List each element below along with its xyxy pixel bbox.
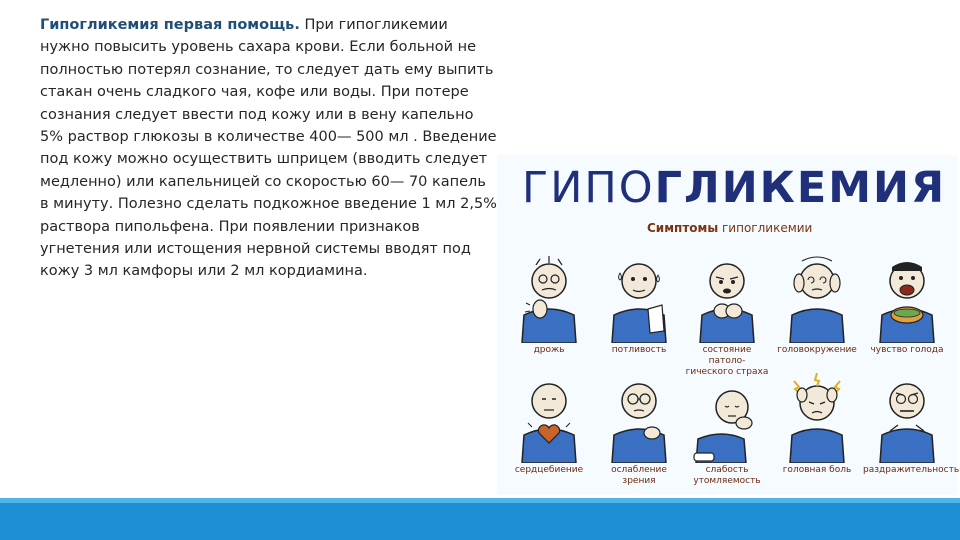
footer-bar (0, 498, 960, 540)
slide-paragraph (40, 14, 498, 283)
subtitle-rest: гипогликемии (718, 221, 813, 235)
figure-dizziness-icon (782, 253, 852, 343)
footer-bar-highlight (0, 498, 960, 503)
symptom-label: состояние патоло- гического страха (685, 345, 769, 377)
figure-tremor-icon (514, 253, 584, 343)
figure-sweating-icon (604, 253, 674, 343)
figure-hunger-icon (872, 253, 942, 343)
illustration-title-part1: ГИПО (522, 163, 655, 213)
symptom-label: раздражительность (863, 465, 960, 475)
symptom-fear (683, 253, 771, 378)
symptom-label: чувство голода (870, 345, 944, 355)
symptom-weakness-fatigue (683, 373, 771, 487)
symptom-label: слабость утомляемость (693, 465, 761, 486)
figure-palpitations-icon (514, 373, 584, 463)
symptom-dizziness (773, 253, 861, 356)
symptom-label: головокружение (777, 345, 857, 355)
symptom-label: ослабление зрения (611, 465, 667, 486)
paragraph-lead: Гипогликемия первая помощь. (40, 17, 300, 33)
symptom-hunger (863, 253, 951, 356)
figure-irritability-icon (872, 373, 942, 463)
subtitle-bold: Симптомы (647, 221, 719, 235)
symptom-sweating (595, 253, 683, 356)
symptom-label: потливость (611, 345, 667, 355)
figure-vision-icon (604, 373, 674, 463)
illustration-title (522, 163, 946, 213)
illustration-subtitle (647, 221, 812, 235)
symptom-label: дрожь (533, 345, 565, 355)
illustration-title-part2: ГЛИКЕМИЯ (654, 163, 947, 213)
hypoglycemia-symptoms-illustration (497, 155, 960, 495)
symptom-headache (773, 373, 861, 476)
symptom-palpitations (505, 373, 593, 476)
symptom-tremor (505, 253, 593, 356)
symptom-label: сердцебиение (514, 465, 584, 475)
symptom-irritability (863, 373, 960, 476)
figure-fatigue-icon (692, 373, 762, 463)
figure-fear-icon (692, 253, 762, 343)
symptom-label: головная боль (782, 465, 852, 475)
paragraph-body: При гипогликемии нужно повысить уровень сахара крови. Если больной не полностью потерял сознание, то следует дать ему выпить стакан очень сладкого чая, кофе или воды. При потере сознания следует ввести под кожу или в вену капельно 5% раствор глюкозы в количестве 400— 500 мл . Введение под кожу можно осуществить шприцем (вводить следует медленно) или капельницей со скоростью 60— 70 капель в минуту. Полезно сделать подкожное введение 1 мл 2,5% раствора пипольфена. При появлении признаков угнетения или истощения нервной системы вводят под кожу 3 мл камфоры или 2 мл кордиамина. (40, 17, 497, 280)
symptom-vision-weakening (595, 373, 683, 487)
figure-headache-icon (782, 373, 852, 463)
